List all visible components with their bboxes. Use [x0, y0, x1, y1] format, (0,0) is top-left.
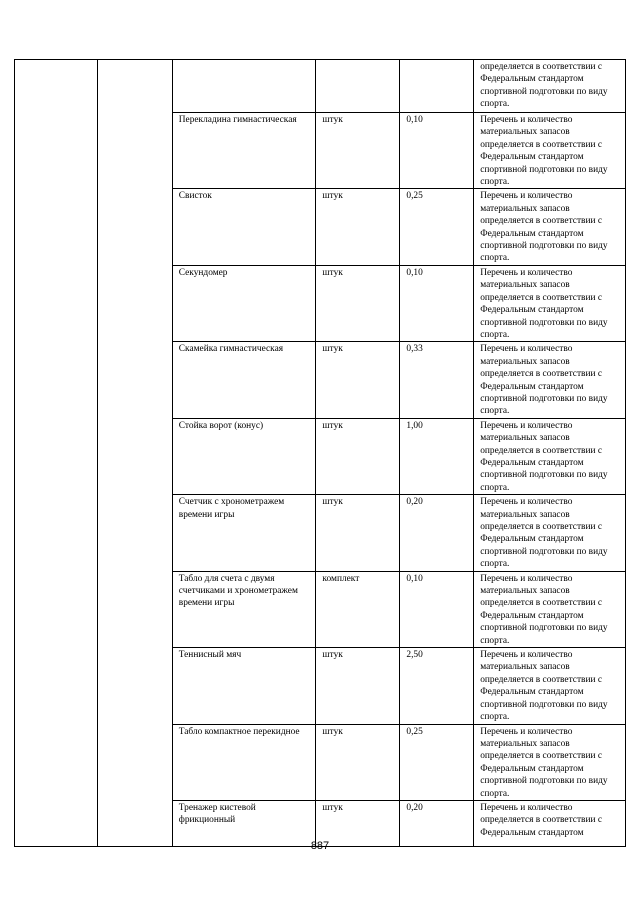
quantity-cell: 0,25: [400, 189, 474, 265]
equipment-table: [14, 59, 626, 847]
item-name-cell: Табло компактное перекидное: [172, 724, 316, 800]
unit-cell: штук: [316, 800, 400, 846]
item-name-cell: Перекладина гимнастическая: [172, 113, 316, 189]
unit-cell: штук: [316, 113, 400, 189]
unit-cell: штук: [316, 189, 400, 265]
note-cell: Перечень и количество материальных запасов определяется в соответствии с Федеральным стандартом спортивной подготовки по виду спорта.: [474, 648, 626, 724]
unit-cell: штук: [316, 265, 400, 341]
note-cell: Перечень и количество материальных запасов определяется в соответствии с Федеральным стандартом спортивной подготовки по виду спорта.: [474, 724, 626, 800]
quantity-cell: 0,10: [400, 113, 474, 189]
quantity-cell: 2,50: [400, 648, 474, 724]
table-row: [15, 60, 626, 113]
table-body: [15, 60, 626, 847]
unit-cell: штук: [316, 495, 400, 571]
section-title-cell: [97, 60, 172, 847]
note-cell: Перечень и количество определяется в соответствии с Федеральным стандартом: [474, 800, 626, 846]
quantity-cell: 0,20: [400, 495, 474, 571]
note-cell: определяется в соответствии с Федеральным стандартом спортивной подготовки по виду спорта.: [474, 60, 626, 113]
quantity-cell: 0,10: [400, 265, 474, 341]
item-name-cell: Табло для счета с двумя счетчиками и хронометражем времени игры: [172, 571, 316, 647]
note-cell: Перечень и количество материальных запасов определяется в соответствии с Федеральным стандартом спортивной подготовки по виду спорта.: [474, 113, 626, 189]
item-name-cell: [172, 60, 316, 113]
note-cell: Перечень и количество материальных запасов определяется в соответствии с Федеральным стандартом спортивной подготовки по виду спорта.: [474, 265, 626, 341]
quantity-cell: [400, 60, 474, 113]
unit-cell: штук: [316, 724, 400, 800]
item-name-cell: Секундомер: [172, 265, 316, 341]
unit-cell: штук: [316, 418, 400, 494]
note-cell: Перечень и количество материальных запасов определяется в соответствии с Федеральным стандартом спортивной подготовки по виду спорта.: [474, 418, 626, 494]
quantity-cell: 0,33: [400, 342, 474, 418]
note-cell: Перечень и количество материальных запасов определяется в соответствии с Федеральным стандартом спортивной подготовки по виду спорта.: [474, 495, 626, 571]
quantity-cell: 0,25: [400, 724, 474, 800]
unit-cell: штук: [316, 342, 400, 418]
note-cell: Перечень и количество материальных запасов определяется в соответствии с Федеральным стандартом спортивной подготовки по виду спорта.: [474, 189, 626, 265]
unit-cell: штук: [316, 648, 400, 724]
item-name-cell: Стойка ворот (конус): [172, 418, 316, 494]
unit-cell: комплект: [316, 571, 400, 647]
item-name-cell: Счетчик с хронометражем времени игры: [172, 495, 316, 571]
item-name-cell: Скамейка гимнастическая: [172, 342, 316, 418]
quantity-cell: 0,10: [400, 571, 474, 647]
item-name-cell: Свисток: [172, 189, 316, 265]
note-cell: Перечень и количество материальных запасов определяется в соответствии с Федеральным стандартом спортивной подготовки по виду спорта.: [474, 571, 626, 647]
item-name-cell: Теннисный мяч: [172, 648, 316, 724]
unit-cell: [316, 60, 400, 113]
quantity-cell: 1,00: [400, 418, 474, 494]
quantity-cell: 0,20: [400, 800, 474, 846]
item-name-cell: Тренажер кистевой фрикционный: [172, 800, 316, 846]
page-number: 887: [310, 840, 330, 852]
note-cell: Перечень и количество материальных запасов определяется в соответствии с Федеральным стандартом спортивной подготовки по виду спорта.: [474, 342, 626, 418]
section-number-cell: [15, 60, 98, 847]
